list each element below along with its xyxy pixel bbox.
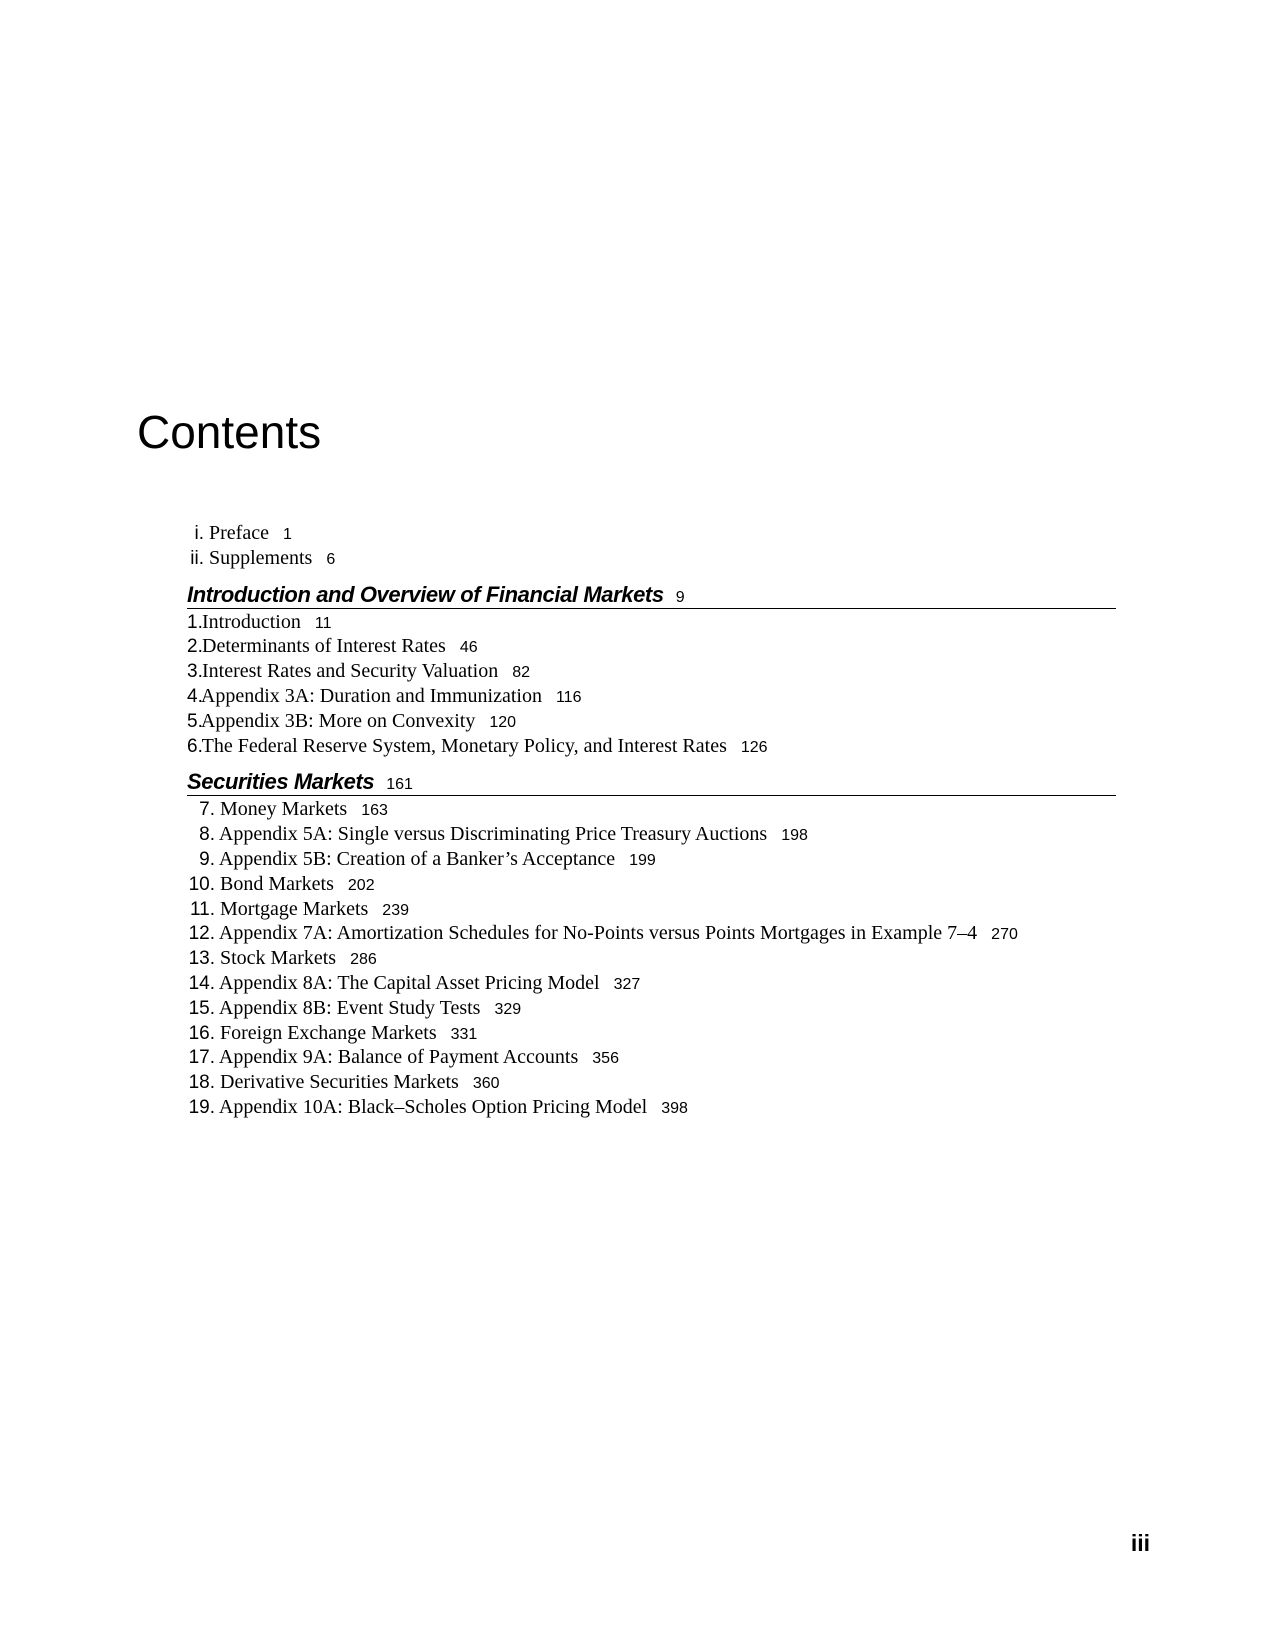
entry-title: Appendix 3B: More on Convexity <box>200 709 476 732</box>
toc-entry[interactable] <box>187 1045 1116 1070</box>
entry-title: Bond Markets <box>220 872 334 895</box>
chapter-list <box>187 609 1116 759</box>
entry-number: 8. <box>199 824 215 846</box>
entry-title: Stock Markets <box>220 947 337 970</box>
toc-entry[interactable] <box>187 709 1116 734</box>
toc-entry[interactable] <box>187 1070 1116 1095</box>
toc-entry[interactable] <box>187 996 1116 1021</box>
toc-entry[interactable] <box>187 634 1116 659</box>
toc-entry[interactable] <box>187 1095 1116 1120</box>
entry-title: Derivative Securities Markets <box>220 1071 459 1094</box>
entry-number: 18. <box>188 1072 215 1094</box>
entry-title: Appendix 8B: Event Study Tests <box>218 996 481 1019</box>
toc-entry[interactable] <box>187 734 1116 759</box>
entry-page-number: 11 <box>314 614 332 632</box>
toc-entry[interactable] <box>187 897 1116 922</box>
entry-number: 3. <box>187 661 203 683</box>
toc-entry[interactable] <box>187 921 1116 946</box>
front-matter-list <box>187 521 1116 571</box>
entry-page-number: 398 <box>661 1099 688 1117</box>
entry-number: 7. <box>199 799 215 821</box>
toc-entry[interactable] <box>187 546 1116 571</box>
part-title: Securities Markets <box>187 769 375 795</box>
toc-entry[interactable] <box>187 659 1116 684</box>
entry-number: i. <box>194 523 204 544</box>
toc-entry[interactable] <box>187 946 1116 971</box>
part-title: Introduction and Overview of Financial Markets <box>187 581 664 607</box>
entry-page-number: 239 <box>382 901 409 919</box>
entry-page-number: 329 <box>494 1000 522 1018</box>
entry-page-number: 356 <box>592 1050 619 1068</box>
entry-title: Appendix 7A: Amortization Schedules for No-Points versus Points Mortgages in Example 7–4 <box>218 922 978 945</box>
entry-page-number: 46 <box>459 639 478 657</box>
entry-page-number: 126 <box>740 738 768 756</box>
toc-entry[interactable] <box>187 822 1116 847</box>
entry-page-number: 6 <box>326 550 336 568</box>
chapter-list <box>187 796 1116 1119</box>
entry-title: Preface <box>209 522 269 544</box>
entry-number: 13. <box>188 948 215 970</box>
part-heading[interactable] <box>187 581 1116 609</box>
entry-number: 5. <box>187 710 203 732</box>
entry-number: 17. <box>188 1047 215 1069</box>
entry-page-number: 116 <box>555 688 582 706</box>
entry-number: 14. <box>188 972 215 994</box>
part-page-number: 9 <box>675 588 685 606</box>
entry-title: Appendix 8A: The Capital Asset Pricing Model <box>218 971 600 994</box>
toc-part <box>187 768 1116 1119</box>
entry-title: Appendix 10A: Black–Scholes Option Pricing Model <box>218 1095 648 1118</box>
toc-entry[interactable] <box>187 847 1116 872</box>
part-heading[interactable] <box>187 768 1116 796</box>
entry-page-number: 199 <box>629 851 656 869</box>
entry-title: Interest Rates and Security Valuation <box>202 660 499 683</box>
entry-number: 9. <box>199 848 215 870</box>
entry-title: Money Markets <box>220 798 348 821</box>
entry-page-number: 360 <box>472 1075 500 1093</box>
entry-title: The Federal Reserve System, Monetary Policy, and Interest Rates <box>201 734 727 757</box>
table-of-contents <box>187 521 1116 1120</box>
entry-number: 16. <box>188 1022 215 1044</box>
entry-number: 19. <box>188 1096 215 1118</box>
entry-number: 11. <box>189 898 215 920</box>
entry-number: ii. <box>190 547 204 569</box>
entry-title: Appendix 5B: Creation of a Banker’s Acceptance <box>218 847 616 870</box>
entry-page-number: 1 <box>282 526 292 543</box>
toc-entry[interactable] <box>187 684 1116 709</box>
parts-list <box>187 581 1116 1120</box>
page-folio: iii <box>1130 1530 1150 1556</box>
entry-page-number: 202 <box>347 876 375 894</box>
entry-title: Supplements <box>209 546 313 569</box>
page-title: Contents <box>137 405 322 458</box>
entry-page-number: 82 <box>512 664 531 682</box>
entry-title: Determinants of Interest Rates <box>202 635 446 658</box>
entry-number: 4. <box>187 685 203 707</box>
toc-part <box>187 581 1116 759</box>
entry-title: Introduction <box>202 610 301 633</box>
entry-number: 12. <box>188 923 215 945</box>
entry-page-number: 198 <box>781 827 808 845</box>
entry-title: Appendix 3A: Duration and Immunization <box>200 684 542 707</box>
entry-title: Mortgage Markets <box>220 897 369 920</box>
toc-entry[interactable] <box>187 797 1116 822</box>
toc-entry[interactable] <box>187 971 1116 996</box>
part-page-number: 161 <box>386 776 413 794</box>
entry-title: Foreign Exchange Markets <box>220 1021 437 1044</box>
entry-page-number: 270 <box>991 926 1018 944</box>
entry-page-number: 327 <box>613 975 641 993</box>
entry-number: 6. <box>187 735 203 757</box>
toc-entry[interactable] <box>187 1021 1116 1046</box>
entry-page-number: 286 <box>350 951 377 969</box>
entry-title: Appendix 9A: Balance of Payment Accounts <box>218 1046 579 1069</box>
entry-number: 15. <box>188 997 215 1019</box>
entry-page-number: 331 <box>450 1025 478 1043</box>
entry-number: 1. <box>187 611 203 633</box>
entry-number: 10. <box>188 873 215 895</box>
toc-entry[interactable] <box>187 521 1116 546</box>
entry-page-number: 163 <box>361 802 388 820</box>
entry-page-number: 120 <box>489 713 517 731</box>
entry-number: 2. <box>187 636 203 658</box>
toc-entry[interactable] <box>187 610 1116 635</box>
toc-entry[interactable] <box>187 872 1116 897</box>
entry-title: Appendix 5A: Single versus Discriminating Price Treasury Auctions <box>218 823 768 846</box>
